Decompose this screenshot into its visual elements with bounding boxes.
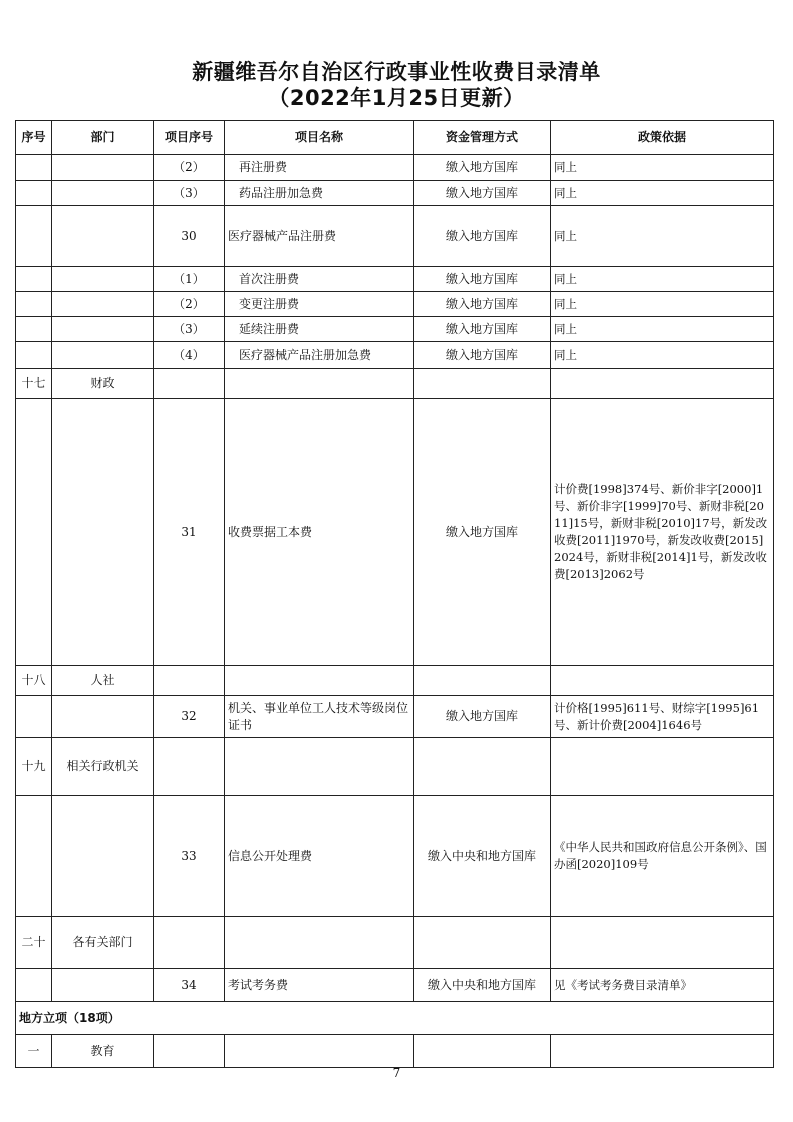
cell-item-no: （2）: [154, 155, 225, 181]
cell-item-name: 延续注册费: [225, 317, 414, 342]
cell-item-name: 首次注册费: [225, 267, 414, 292]
cell-fund-mgmt: 缴入地方国库: [414, 317, 551, 342]
header-item-no: 项目序号: [154, 121, 225, 155]
cell-policy: 计价费[1998]374号、新价非字[2000]1号、新价非字[1999]70号、新财非税[2011]15号，新财非税[2010]17号，新发改收费[2011]1970号，新发改收费[2015]2024号，新财非税[2014]1号，新发改收费[2013]2062号: [551, 399, 774, 666]
cell-policy: 同上: [551, 342, 774, 369]
cell-item-name: [225, 917, 414, 969]
cell-policy: 《中华人民共和国政府信息公开条例》、国办函[2020]109号: [551, 796, 774, 917]
cell-item-no: [154, 738, 225, 796]
cell-item-no: （3）: [154, 317, 225, 342]
cell-fund-mgmt: 缴入地方国库: [414, 155, 551, 181]
cell-seq: [16, 206, 52, 267]
cell-dept: [52, 317, 154, 342]
cell-fund-mgmt: 缴入地方国库: [414, 181, 551, 206]
cell-fund-mgmt: [414, 1035, 551, 1068]
cell-item-no: [154, 369, 225, 399]
cell-fund-mgmt: [414, 369, 551, 399]
page-number: 7: [392, 1066, 401, 1080]
cell-item-no: （1）: [154, 267, 225, 292]
cell-dept: [52, 342, 154, 369]
table-row: [16, 342, 774, 369]
cell-seq: [16, 267, 52, 292]
table-row: [16, 666, 774, 696]
cell-item-name: 机关、事业单位工人技术等级岗位证书: [225, 696, 414, 738]
cell-policy: 同上: [551, 206, 774, 267]
cell-policy: 同上: [551, 317, 774, 342]
cell-fund-mgmt: [414, 738, 551, 796]
table-row: [16, 796, 774, 917]
cell-seq: 十七: [16, 369, 52, 399]
header-fund-mgmt: 资金管理方式: [414, 121, 551, 155]
cell-fund-mgmt: 缴入中央和地方国库: [414, 796, 551, 917]
cell-item-name: 考试考务费: [225, 969, 414, 1002]
cell-seq: 二十: [16, 917, 52, 969]
cell-item-no: 32: [154, 696, 225, 738]
cell-dept: 人社: [52, 666, 154, 696]
cell-fund-mgmt: 缴入地方国库: [414, 267, 551, 292]
cell-dept: [52, 969, 154, 1002]
cell-seq: 一: [16, 1035, 52, 1068]
cell-item-name: [225, 738, 414, 796]
cell-seq: [16, 317, 52, 342]
cell-item-name: 医疗器械产品注册加急费: [225, 342, 414, 369]
table-row: [16, 369, 774, 399]
cell-item-name: 再注册费: [225, 155, 414, 181]
cell-fund-mgmt: 缴入地方国库: [414, 292, 551, 317]
cell-fund-mgmt: 缴入地方国库: [414, 342, 551, 369]
table-header-row: [16, 121, 774, 155]
table-row: [16, 738, 774, 796]
cell-item-no: 30: [154, 206, 225, 267]
cell-item-no: [154, 917, 225, 969]
cell-seq: 十九: [16, 738, 52, 796]
cell-policy: 同上: [551, 181, 774, 206]
cell-item-no: （3）: [154, 181, 225, 206]
cell-item-no: （4）: [154, 342, 225, 369]
cell-item-name: 药品注册加急费: [225, 181, 414, 206]
section-heading: 地方立项（18项）: [16, 1002, 774, 1035]
cell-item-name: [225, 369, 414, 399]
cell-policy: 见《考试考务费目录清单》: [551, 969, 774, 1002]
table-row: [16, 317, 774, 342]
table-row: [16, 206, 774, 267]
cell-dept: [52, 155, 154, 181]
cell-dept: [52, 206, 154, 267]
cell-policy: 计价格[1995]611号、财综字[1995]61号、新计价费[2004]1646号: [551, 696, 774, 738]
table-row: [16, 155, 774, 181]
fee-catalog-table: [15, 120, 774, 1068]
table-row: [16, 1035, 774, 1068]
table-row: [16, 267, 774, 292]
cell-dept: [52, 399, 154, 666]
cell-dept: 教育: [52, 1035, 154, 1068]
table-row: [16, 399, 774, 666]
cell-policy: [551, 738, 774, 796]
cell-dept: [52, 181, 154, 206]
cell-seq: [16, 969, 52, 1002]
section-row: [16, 1002, 774, 1035]
cell-item-no: （2）: [154, 292, 225, 317]
cell-fund-mgmt: 缴入地方国库: [414, 206, 551, 267]
cell-seq: [16, 292, 52, 317]
table-row: [16, 969, 774, 1002]
header-item-name: 项目名称: [225, 121, 414, 155]
cell-dept: 相关行政机关: [52, 738, 154, 796]
cell-item-no: 31: [154, 399, 225, 666]
cell-item-name: 变更注册费: [225, 292, 414, 317]
cell-fund-mgmt: 缴入地方国库: [414, 696, 551, 738]
cell-item-name: 医疗器械产品注册费: [225, 206, 414, 267]
cell-fund-mgmt: 缴入中央和地方国库: [414, 969, 551, 1002]
cell-fund-mgmt: [414, 666, 551, 696]
cell-dept: [52, 267, 154, 292]
cell-seq: [16, 696, 52, 738]
cell-item-name: 收费票据工本费: [225, 399, 414, 666]
cell-dept: 各有关部门: [52, 917, 154, 969]
cell-policy: 同上: [551, 155, 774, 181]
cell-item-name: [225, 666, 414, 696]
cell-item-no: [154, 1035, 225, 1068]
document-title: 新疆维吾尔自治区行政事业性收费目录清单: [192, 60, 601, 84]
cell-item-name: [225, 1035, 414, 1068]
cell-policy: [551, 917, 774, 969]
header-seq: 序号: [16, 121, 52, 155]
table-row: [16, 181, 774, 206]
cell-policy: 同上: [551, 267, 774, 292]
cell-dept: [52, 696, 154, 738]
cell-seq: [16, 399, 52, 666]
cell-item-no: [154, 666, 225, 696]
cell-seq: [16, 181, 52, 206]
header-dept: 部门: [52, 121, 154, 155]
cell-item-no: 34: [154, 969, 225, 1002]
cell-dept: [52, 796, 154, 917]
cell-item-name: 信息公开处理费: [225, 796, 414, 917]
cell-policy: [551, 666, 774, 696]
header-policy: 政策依据: [551, 121, 774, 155]
cell-seq: [16, 342, 52, 369]
cell-dept: 财政: [52, 369, 154, 399]
cell-policy: 同上: [551, 292, 774, 317]
table-row: [16, 917, 774, 969]
cell-seq: [16, 796, 52, 917]
cell-seq: 十八: [16, 666, 52, 696]
table-row: [16, 696, 774, 738]
cell-policy: [551, 1035, 774, 1068]
cell-fund-mgmt: 缴入地方国库: [414, 399, 551, 666]
cell-dept: [52, 292, 154, 317]
table-row: [16, 292, 774, 317]
cell-fund-mgmt: [414, 917, 551, 969]
cell-item-no: 33: [154, 796, 225, 917]
document-subtitle: （2022年1月25日更新）: [268, 86, 525, 110]
cell-seq: [16, 155, 52, 181]
cell-policy: [551, 369, 774, 399]
